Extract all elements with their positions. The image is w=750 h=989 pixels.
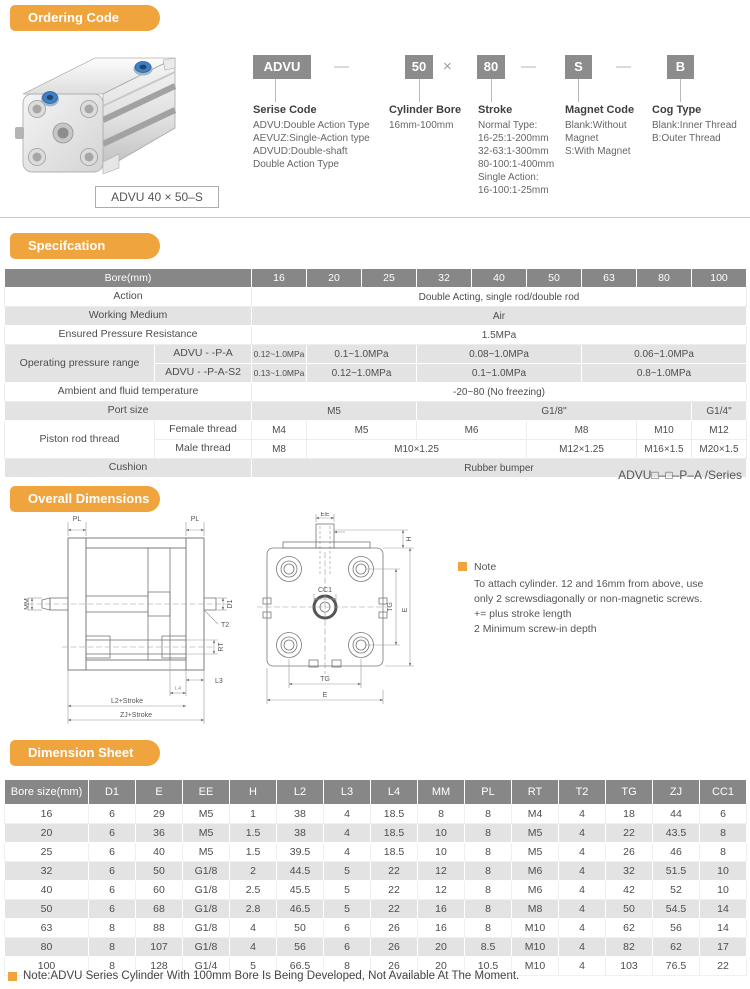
dim-label-ee: EE xyxy=(320,512,330,518)
dim-label-l2-stroke: L2+Stroke xyxy=(110,698,144,705)
dim-cell: 4 xyxy=(559,824,606,843)
spec-table xyxy=(4,268,747,478)
dim-cell: G1/8 xyxy=(183,862,230,881)
dim-cell: 14 xyxy=(700,919,747,938)
spec-cell: 0.13~1.0MPa xyxy=(252,364,307,383)
dim-cell: 8 xyxy=(700,824,747,843)
dim-header-cell: L4 xyxy=(371,780,418,805)
spec-cell: M12×1.25 xyxy=(527,440,637,459)
dim-cell: 8 xyxy=(465,843,512,862)
spec-cell: M10×1.25 xyxy=(307,440,527,459)
spec-cell: M6 xyxy=(417,421,527,440)
text-line: ADVUD:Double-shaft xyxy=(253,146,348,157)
dim-cell: 128 xyxy=(136,957,183,976)
dim-cell: 18 xyxy=(606,805,653,824)
spec-cell: -20~80 (No freezing) xyxy=(252,383,747,402)
spec-cell: M10 xyxy=(637,421,692,440)
dim-label-h: H xyxy=(406,536,413,542)
dim-cell: 56 xyxy=(653,919,700,938)
dim-row xyxy=(5,881,747,900)
dim-cell: 6 xyxy=(89,824,136,843)
dim-cell: 18.5 xyxy=(371,805,418,824)
dim-cell: 50 xyxy=(606,900,653,919)
dim-cell: M8 xyxy=(512,900,559,919)
text-line: only 2 screwsdiagonally or non-magnetic screws. xyxy=(474,593,703,605)
section-view-drawing xyxy=(22,512,240,730)
dim-cell: 8 xyxy=(89,919,136,938)
dim-cell: 36 xyxy=(136,824,183,843)
code-desc-cog xyxy=(652,104,750,145)
text-line: S:With Magnet xyxy=(565,146,631,157)
dim-cell: 8 xyxy=(465,919,512,938)
dim-cell: 5 xyxy=(324,900,371,919)
section-divider xyxy=(0,217,750,218)
dim-row xyxy=(5,919,747,938)
connector-line xyxy=(419,79,420,102)
spec-cell: 0.8~1.0MPa xyxy=(582,364,747,383)
dimension-note xyxy=(458,560,743,637)
dim-cell: 22 xyxy=(700,957,747,976)
dim-cell: 52 xyxy=(653,881,700,900)
dim-cell: 66.5 xyxy=(277,957,324,976)
spec-header-bore: 100 xyxy=(692,269,747,288)
dim-cell: 51.5 xyxy=(653,862,700,881)
spec-row-label: ADVU - -P-A-S2 xyxy=(155,364,252,383)
dim-cell: 32 xyxy=(5,862,89,881)
dim-cell: 50 xyxy=(277,919,324,938)
dim-cell: M5 xyxy=(183,843,230,862)
dim-row xyxy=(5,843,747,862)
dim-cell: 4 xyxy=(324,805,371,824)
spec-cell: G1/8" xyxy=(417,402,692,421)
text-line: 32-63:1-300mm xyxy=(478,146,549,157)
code-desc-bore xyxy=(389,104,477,132)
code-box-bore: 50 xyxy=(405,55,433,79)
text-line: += plus stroke length xyxy=(474,608,572,620)
dim-cell: 4 xyxy=(559,805,606,824)
spec-cell: 0.1~1.0MPa xyxy=(307,345,417,364)
connector-line xyxy=(491,79,492,102)
dim-cell: M10 xyxy=(512,938,559,957)
dim-cell: 4 xyxy=(324,843,371,862)
dim-cell: 60 xyxy=(136,881,183,900)
code-box-stroke: 80 xyxy=(477,55,505,79)
dim-cell: G1/4 xyxy=(183,957,230,976)
dim-cell: 6 xyxy=(324,938,371,957)
dim-cell: 4 xyxy=(559,862,606,881)
text-line: 16-100:1-25mm xyxy=(478,185,549,196)
spec-header-bore: 20 xyxy=(307,269,362,288)
spec-cell: 1.5MPa xyxy=(252,326,747,345)
spec-row xyxy=(5,345,747,364)
dim-label-cc1: CC1 xyxy=(317,587,333,594)
dim-cell: 10 xyxy=(700,881,747,900)
bottom-note xyxy=(8,970,519,982)
dim-cell: 4 xyxy=(324,824,371,843)
dim-cell: 4 xyxy=(559,843,606,862)
dim-cell: 45.5 xyxy=(277,881,324,900)
text-line: AEVUZ:Single-Action type xyxy=(253,133,370,144)
spec-cell: M8 xyxy=(527,421,637,440)
spec-row xyxy=(5,326,747,345)
section-badge-specification: Specifcation xyxy=(10,233,160,259)
spec-row-label: Port size xyxy=(5,402,252,421)
dim-cell: 46 xyxy=(653,843,700,862)
text-line: Double Action Type xyxy=(253,159,339,170)
dim-row xyxy=(5,862,747,881)
spec-cell: 0.12~1.0MPa xyxy=(307,364,417,383)
front-view-drawing xyxy=(253,512,428,730)
dim-label-l4: L4 xyxy=(174,686,182,692)
spec-header-bore: 25 xyxy=(362,269,417,288)
dim-row xyxy=(5,805,747,824)
dim-cell: 42 xyxy=(606,881,653,900)
spec-row-label: ADVU - -P-A xyxy=(155,345,252,364)
code-box-series: ADVU xyxy=(253,55,311,79)
dim-cell: 107 xyxy=(136,938,183,957)
note-bullet-icon xyxy=(458,562,467,571)
dim-cell: 5 xyxy=(230,957,277,976)
dim-row xyxy=(5,900,747,919)
dim-header-cell: L2 xyxy=(277,780,324,805)
corner-chrome-block xyxy=(163,58,175,70)
spec-header-bore: 50 xyxy=(527,269,582,288)
dim-cell: G1/8 xyxy=(183,938,230,957)
dim-cell: 50 xyxy=(136,862,183,881)
dim-label-e-bottom: E xyxy=(322,692,328,699)
code-separator: — xyxy=(521,58,536,75)
dim-cell: 5 xyxy=(324,881,371,900)
dim-cell: 54.5 xyxy=(653,900,700,919)
dim-header-cell: CC1 xyxy=(700,780,747,805)
spec-row-label: Female thread xyxy=(155,421,252,440)
dim-label-d1: D1 xyxy=(227,599,234,609)
dim-cell: 40 xyxy=(5,881,89,900)
dim-cell: 62 xyxy=(606,919,653,938)
dim-label-t2: T2 xyxy=(221,622,230,629)
text-line: To attach cylinder. 12 and 16mm from above, use xyxy=(474,578,704,590)
dim-cell: 63 xyxy=(5,919,89,938)
dim-cell: 43.5 xyxy=(653,824,700,843)
dim-cell: 82 xyxy=(606,938,653,957)
dim-cell: 38 xyxy=(277,805,324,824)
dim-cell: 8 xyxy=(465,805,512,824)
dim-header-cell: MM xyxy=(418,780,465,805)
code-desc-stroke xyxy=(478,104,565,197)
dim-cell: 4 xyxy=(230,938,277,957)
dim-cell: 4 xyxy=(559,919,606,938)
dim-header-cell: Bore size(mm) xyxy=(5,780,89,805)
spec-header-bore: 80 xyxy=(637,269,692,288)
product-caption: ADVU 40 × 50–S xyxy=(95,186,219,208)
spec-row-label: Working Medium xyxy=(5,307,252,326)
spec-row-label: Ambient and fluid temperature xyxy=(5,383,252,402)
dim-label-l3: L3 xyxy=(215,678,223,685)
spec-cell: M5 xyxy=(307,421,417,440)
dim-header-row xyxy=(5,780,747,805)
section-badge-dimension-sheet: Dimension Sheet xyxy=(10,740,160,766)
code-separator: — xyxy=(334,58,349,75)
dim-cell: M5 xyxy=(183,824,230,843)
spec-header-bore-label: Bore(mm) xyxy=(5,269,252,288)
dim-cell: 6 xyxy=(89,862,136,881)
spec-row-label: Action xyxy=(5,288,252,307)
dim-cell: 1.5 xyxy=(230,843,277,862)
code-desc-series xyxy=(253,104,389,171)
dim-cell: 8 xyxy=(89,938,136,957)
dim-cell: 6 xyxy=(89,805,136,824)
dim-cell: 100 xyxy=(5,957,89,976)
dim-cell: 20 xyxy=(418,938,465,957)
dim-cell: 18.5 xyxy=(371,824,418,843)
connector-line xyxy=(275,79,276,102)
dim-row xyxy=(5,938,747,957)
code-desc-heading: Cylinder Bore xyxy=(389,104,462,116)
dim-cell: M10 xyxy=(512,919,559,938)
dim-header-cell: T2 xyxy=(559,780,606,805)
dim-cell: 6 xyxy=(89,900,136,919)
dim-cell: G1/8 xyxy=(183,881,230,900)
dim-cell: 32 xyxy=(606,862,653,881)
dim-label-zj-stroke: ZJ+Stroke xyxy=(119,712,153,719)
dim-label-rt: RT xyxy=(218,642,225,652)
note-title: Note xyxy=(474,561,497,573)
dim-cell: 76.5 xyxy=(653,957,700,976)
spec-cell: M16×1.5 xyxy=(637,440,692,459)
dim-cell: 29 xyxy=(136,805,183,824)
dim-cell: 2 xyxy=(230,862,277,881)
dim-cell: 88 xyxy=(136,919,183,938)
dim-cell: 1.5 xyxy=(230,824,277,843)
dim-cell: 8 xyxy=(700,843,747,862)
text-line: 16mm-100mm xyxy=(389,120,454,131)
text-line: Magnet xyxy=(565,133,599,144)
text-line: Single Action: xyxy=(478,172,539,183)
dim-cell: G1/8 xyxy=(183,900,230,919)
spec-header-row xyxy=(5,269,747,288)
spec-row xyxy=(5,307,747,326)
text-line: Normal Type: xyxy=(478,120,538,131)
dim-cell: 39.5 xyxy=(277,843,324,862)
dim-header-cell: TG xyxy=(606,780,653,805)
spec-cell: M4 xyxy=(252,421,307,440)
dim-header-cell: PL xyxy=(465,780,512,805)
code-desc-heading: Magnet Code xyxy=(565,104,635,116)
spec-header-bore: 40 xyxy=(472,269,527,288)
dim-cell: 18.5 xyxy=(371,843,418,862)
dim-cell: 46.5 xyxy=(277,900,324,919)
spec-row xyxy=(5,421,747,440)
dim-header-cell: L3 xyxy=(324,780,371,805)
dim-cell: M6 xyxy=(512,881,559,900)
spec-header-bore: 16 xyxy=(252,269,307,288)
spec-cell: 0.06~1.0MPa xyxy=(582,345,747,364)
dim-label-mm: MM xyxy=(24,598,31,610)
dim-cell: 26 xyxy=(371,938,418,957)
code-separator: — xyxy=(616,58,631,75)
dim-cell: 8 xyxy=(465,881,512,900)
air-fitting-front xyxy=(41,92,59,107)
dim-cell: 12 xyxy=(418,862,465,881)
text-line: Blank:Inner Thread xyxy=(652,120,737,131)
dim-cell: 44.5 xyxy=(277,862,324,881)
dim-header-cell: EE xyxy=(183,780,230,805)
dim-cell: 22 xyxy=(371,881,418,900)
dim-cell: 103 xyxy=(606,957,653,976)
dim-cell: 8 xyxy=(465,862,512,881)
dim-cell: 20 xyxy=(5,824,89,843)
dim-cell: 38 xyxy=(277,824,324,843)
section-badge-overall-dimensions: Overall Dimensions xyxy=(10,486,160,512)
dim-label-tg-right: TG xyxy=(387,602,394,612)
dim-cell: M6 xyxy=(512,862,559,881)
dim-cell: 4 xyxy=(230,919,277,938)
spec-header-bore: 63 xyxy=(582,269,637,288)
dim-cell: 5 xyxy=(324,862,371,881)
spec-cell: Double Acting, single rod/double rod xyxy=(252,288,747,307)
code-desc-heading: Cog Type xyxy=(652,104,702,116)
dim-cell: 10 xyxy=(700,862,747,881)
dim-label-pl-left: PL xyxy=(72,516,82,523)
dim-cell: 1 xyxy=(230,805,277,824)
spec-cell: 0.12~1.0MPa xyxy=(252,345,307,364)
code-desc-magnet xyxy=(565,104,650,158)
dim-cell: 22 xyxy=(606,824,653,843)
text-line: B:Outer Thread xyxy=(652,133,721,144)
dim-label-e-right: E xyxy=(402,607,409,613)
spec-header-bore: 32 xyxy=(417,269,472,288)
dim-cell: 8.5 xyxy=(465,938,512,957)
text-line: 80-100:1-400mm xyxy=(478,159,555,170)
dim-cell: 50 xyxy=(5,900,89,919)
dim-cell: 22 xyxy=(371,900,418,919)
spec-row-label: Male thread xyxy=(155,440,252,459)
dim-cell: 22 xyxy=(371,862,418,881)
dim-cell: M5 xyxy=(512,824,559,843)
dim-cell: 8 xyxy=(465,824,512,843)
spec-row-label: Cushion xyxy=(5,459,252,478)
dim-cell: 17 xyxy=(700,938,747,957)
dim-cell: 20 xyxy=(418,957,465,976)
dim-cell: 80 xyxy=(5,938,89,957)
spec-cell: M20×1.5 xyxy=(692,440,747,459)
spec-cell: Air xyxy=(252,307,747,326)
dim-cell: 2.5 xyxy=(230,881,277,900)
dim-header-cell: D1 xyxy=(89,780,136,805)
spec-cell: M8 xyxy=(252,440,307,459)
dim-cell: 16 xyxy=(418,900,465,919)
dim-header-cell: RT xyxy=(512,780,559,805)
text-line: 16-25:1-200mm xyxy=(478,133,549,144)
dim-cell: 2.8 xyxy=(230,900,277,919)
dim-cell: 62 xyxy=(653,938,700,957)
product-photo xyxy=(15,42,230,184)
section-badge-ordering-code: Ordering Code xyxy=(10,5,160,31)
dim-cell: 8 xyxy=(418,805,465,824)
dim-cell: 10.5 xyxy=(465,957,512,976)
dim-cell: 4 xyxy=(559,957,606,976)
dim-cell: 44 xyxy=(653,805,700,824)
dim-cell: 4 xyxy=(559,900,606,919)
dim-cell: M5 xyxy=(183,805,230,824)
dim-cell: 26 xyxy=(371,957,418,976)
code-box-magnet: S xyxy=(565,55,592,79)
dim-cell: 16 xyxy=(5,805,89,824)
dim-header-cell: E xyxy=(136,780,183,805)
dim-cell: 4 xyxy=(559,938,606,957)
text-line: Blank:Without xyxy=(565,120,627,131)
dim-cell: 12 xyxy=(418,881,465,900)
spec-row xyxy=(5,383,747,402)
dim-label-tg-bottom: TG xyxy=(320,676,330,683)
dim-cell: 56 xyxy=(277,938,324,957)
dim-cell: 6 xyxy=(700,805,747,824)
dim-cell: 16 xyxy=(418,919,465,938)
dim-row xyxy=(5,824,747,843)
dim-label-pl-right: PL xyxy=(190,516,200,523)
dim-cell: G1/8 xyxy=(183,919,230,938)
dim-cell: 6 xyxy=(89,881,136,900)
text-line: ADVU:Double Action Type xyxy=(253,120,370,131)
dim-cell: 26 xyxy=(606,843,653,862)
code-desc-heading: Stroke xyxy=(478,104,513,116)
dim-cell: 26 xyxy=(371,919,418,938)
spec-group-label: Piston rod thread xyxy=(5,421,155,459)
dim-cell: 6 xyxy=(89,843,136,862)
code-desc-heading: Serise Code xyxy=(253,104,317,116)
dim-cell: 8 xyxy=(89,957,136,976)
connector-line xyxy=(578,79,579,102)
dim-cell: M5 xyxy=(512,843,559,862)
dim-cell: 8 xyxy=(465,900,512,919)
spec-cell: 0.08~1.0MPa xyxy=(417,345,582,364)
dim-cell: 10 xyxy=(418,824,465,843)
note-title-row xyxy=(458,560,743,575)
air-fitting-top xyxy=(134,62,153,76)
note-bullet-icon xyxy=(8,972,17,981)
spec-row-label: Ensured Pressure Resistance xyxy=(5,326,252,345)
spec-cell: Rubber bumper xyxy=(252,459,747,478)
bottom-note-text: Note:ADVU Series Cylinder With 100mm Bore Is Being Developed, Not Available At The Moment. xyxy=(23,970,520,982)
dim-cell: 40 xyxy=(136,843,183,862)
spec-row xyxy=(5,288,747,307)
series-note: ADVU□–□–P–A /Series xyxy=(618,468,742,482)
code-separator-times: × xyxy=(443,58,452,75)
dim-cell: 14 xyxy=(700,900,747,919)
code-box-cog: B xyxy=(667,55,694,79)
dim-cell: 68 xyxy=(136,900,183,919)
spec-cell: M5 xyxy=(252,402,417,421)
connector-line xyxy=(680,79,681,102)
spec-cell: G1/4" xyxy=(692,402,747,421)
dim-header-cell: ZJ xyxy=(653,780,700,805)
spec-cell: M12 xyxy=(692,421,747,440)
dimension-table xyxy=(4,779,747,976)
dim-cell: 25 xyxy=(5,843,89,862)
spec-cell: 0.1~1.0MPa xyxy=(417,364,582,383)
spec-row xyxy=(5,402,747,421)
dim-cell: M10 xyxy=(512,957,559,976)
dim-header-cell: H xyxy=(230,780,277,805)
dim-cell: 4 xyxy=(559,881,606,900)
dim-cell: 6 xyxy=(324,919,371,938)
dim-cell: M4 xyxy=(512,805,559,824)
spec-group-label: Operating pressure range xyxy=(5,345,155,383)
dim-cell: 8 xyxy=(324,957,371,976)
text-line: 2 Minimum screw-in depth xyxy=(474,623,597,635)
dim-cell: 10 xyxy=(418,843,465,862)
